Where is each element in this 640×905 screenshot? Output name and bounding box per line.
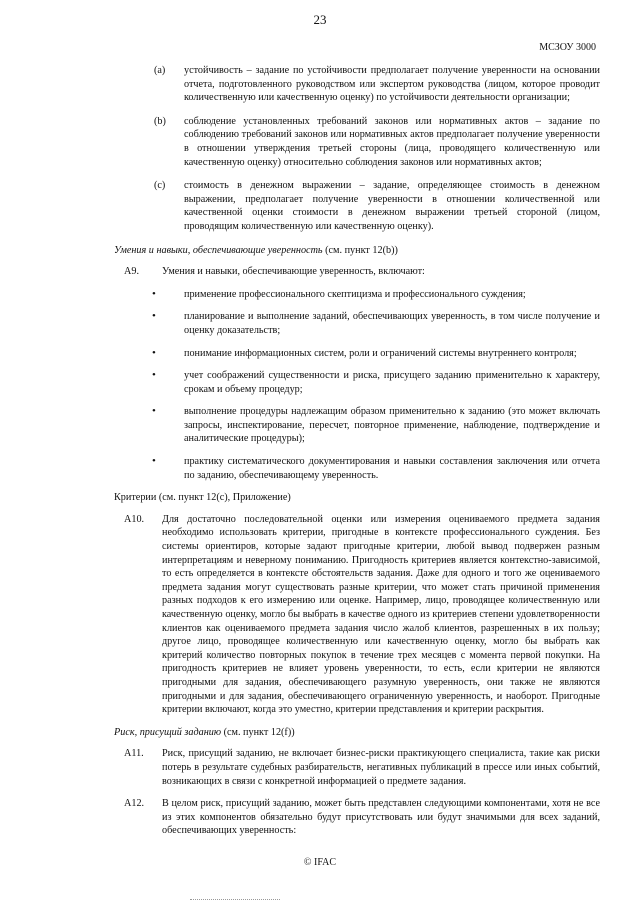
heading-italic: Риск, присущий заданию bbox=[114, 726, 222, 738]
list-item-text: устойчивость – задание по устойчивости предполагает получение уверенности на основании отчета, подготовленного руководством или экспертом руководства (лицом, которое проводит количественную или качественную оценку) по устойчивости деятельности организации; bbox=[184, 65, 600, 104]
bullet-text: применение профессионального скептицизма и профессионального суждения; bbox=[184, 288, 526, 300]
list-marker: (b) bbox=[154, 115, 166, 127]
bullet-item bbox=[114, 347, 600, 361]
bullet-icon: • bbox=[152, 310, 156, 323]
bullet-icon: • bbox=[152, 346, 156, 359]
list-marker: (c) bbox=[154, 180, 166, 192]
page-number: 23 bbox=[313, 12, 327, 27]
bullet-item bbox=[114, 405, 600, 446]
bullet-text: планирование и выполнение заданий, обеспечивающих уверенность, в том числе получение и оценку доказательств; bbox=[184, 311, 600, 336]
list-marker: (a) bbox=[154, 65, 166, 76]
bullet-item bbox=[114, 310, 600, 337]
bullet-item bbox=[114, 455, 600, 482]
paragraph-number: A10. bbox=[124, 513, 145, 525]
page-content bbox=[114, 64, 600, 847]
bullet-text: учет соображений существенности и риска, присущего заданию применительно к характеру, срокам и объему процедур; bbox=[184, 370, 600, 395]
paragraph-number: A12. bbox=[124, 798, 145, 810]
paragraph-a11 bbox=[114, 747, 600, 788]
section-heading-criteria bbox=[114, 491, 600, 505]
paragraph-a9 bbox=[114, 265, 600, 279]
heading-reference: (см. пункт 12(f)) bbox=[221, 726, 295, 738]
paragraph-text: Риск, присущий заданию, не включает бизнес-риски практикующего специалиста, такие как риски потерь в результате судебных разбирательств, негативных публикаций в прессе или иных событий, возникающих в связи с конкретной информацией о предмете задания. bbox=[162, 748, 600, 787]
heading-reference: (см. пункт 12(b)) bbox=[322, 244, 398, 256]
paragraph-text: Умения и навыки, обеспечивающие уверенность, включают: bbox=[162, 266, 425, 278]
bullet-item bbox=[114, 288, 600, 302]
list-item-text: стоимость в денежном выражении – задание, определяющее стоимость в денежном выражении, предполагает получение уверенности в отношении количественной или качественной оценки стоимости в денежном выражении третьей стороной (лицом, проводящим количественную или качественную оценку). bbox=[184, 180, 600, 232]
paragraph-number: A11. bbox=[124, 748, 144, 760]
document-code: МСЗОУ 3000 bbox=[539, 42, 596, 53]
section-heading-risk bbox=[114, 726, 600, 740]
paragraph-text: В целом риск, присущий заданию, может быть представлен следующими компонентами, хотя не все из этих компонентов обязательно будут присутствовать или будут значимыми для всех заданий, обеспечивающих уверенность: bbox=[162, 798, 600, 837]
bullet-icon: • bbox=[152, 455, 156, 468]
bullet-icon: • bbox=[152, 287, 156, 300]
bullet-text: практику систематического документирования и навыки составления заключения или отчета по заданию, обеспечивающему уверенность. bbox=[184, 456, 600, 481]
bullet-text: выполнение процедуры надлежащим образом применительно к заданию (это может включать запросы, инспектирование, пересчет, повторное применение, наблюдение, подтверждение и аналитические процедуры); bbox=[184, 406, 600, 445]
bullet-text: понимание информационных систем, роли и ограничений системы внутреннего контроля; bbox=[184, 347, 577, 359]
paragraph-a12 bbox=[114, 797, 600, 838]
paragraph-a10 bbox=[114, 513, 600, 717]
bullet-icon: • bbox=[152, 369, 156, 382]
paragraph-number: A9. bbox=[124, 266, 139, 278]
bullet-icon: • bbox=[152, 405, 156, 418]
heading-text: Критерии (см. пункт 12(c), Приложение) bbox=[114, 492, 291, 504]
copyright-footer: © IFAC bbox=[303, 857, 337, 868]
bullet-item bbox=[114, 369, 600, 396]
scan-artifact-line bbox=[190, 899, 280, 901]
list-item-b bbox=[114, 115, 600, 169]
heading-italic: Умения и навыки, обеспечивающие уверенность bbox=[114, 244, 323, 256]
list-item-a bbox=[114, 64, 600, 105]
paragraph-text: Для достаточно последовательной оценки или измерения оцениваемого предмета задания необходимо использовать критерии, пригодные в контексте профессионального суждения. Без системы ориентиров, которые задают пригодные критерии, любой вывод подвержен разным интерпретациям и неверному пониманию. Пригодность критериев является контекстно-зависимой, то есть определяется в контексте обстоятельств задания. Даже для одного и того же оцениваемого предмета задания могут существовать разные критерии, что может стать причиной применения разных подходов к его измерению или оценке. Например, лицо, проводящее количественную или качественную оценку, могло бы выбрать в качестве одного из критериев степени удовлетворенности клиентов как оцениваемого предмета задания число жалоб клиентов, разрешенных в их пользу; другое лицо, проводящее количественную или качественную оценку, могло бы выбрать как критерий количество повторных покупок в течение трех месяцев с момента первой покупки. На пригодность критериев не влияет уровень уверенности, то есть, если критерии не являются пригодными для задания, обеспечивающего разумную уверенность, они также не являются пригодными и для задания, обеспечивающего ограниченную уверенность, и наоборот. Пригодные критерии включают, когда это уместно, критерии представления и критерии раскрытия. bbox=[162, 513, 600, 716]
list-item-c bbox=[114, 179, 600, 233]
list-item-text: соблюдение установленных требований законов или нормативных актов – задание по соблюдению требований законов или нормативных актов предполагает получение уверенности в отношении утверждения третьей стороны (лица, проводящего количественную или качественную оценку) относительно соблюдения законов или нормативных актов; bbox=[184, 115, 600, 168]
section-heading-skills bbox=[114, 244, 600, 258]
